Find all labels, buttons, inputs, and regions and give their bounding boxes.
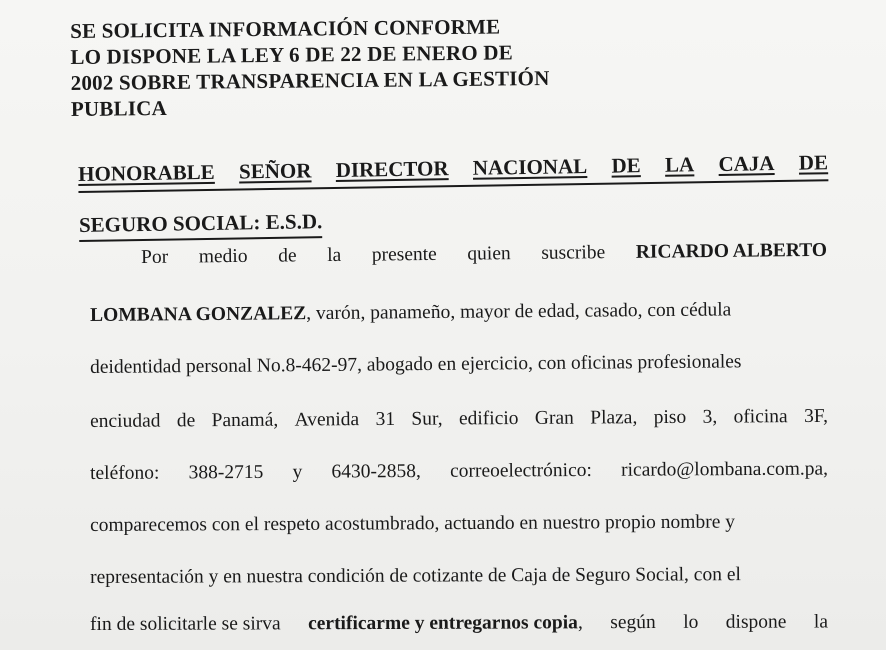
body-word: ricardo@lombana.com.pa, (621, 458, 829, 481)
body-word: , (577, 612, 583, 634)
body-line-1 (141, 240, 827, 269)
body-line-3 (90, 351, 828, 379)
body-word: quien (467, 243, 511, 265)
addressee-word: NACIONAL (472, 154, 588, 180)
body-line-5 (90, 458, 828, 485)
body-word: la (813, 611, 829, 633)
body-word: y (292, 461, 303, 483)
heading-line-1: SE SOLICITA INFORMACIÓN CONFORME (70, 14, 501, 43)
body-word: 31 (375, 408, 396, 431)
body-bold-name: RICARDO ALBERTO (635, 239, 828, 263)
body-word: edificio (458, 408, 519, 430)
body-word: piso (653, 406, 687, 429)
body-text-segment: deidentidad personal No.8-462-97, abogado en ejercicio, con oficinas profesionales (90, 351, 742, 378)
addressee-word: LA (664, 152, 695, 177)
body-text-segment: , varón, panameño, mayor de edad, casado, con cédula (306, 299, 732, 325)
addressee-word: DIRECTOR (335, 156, 449, 182)
body-word: 6430-2858, (331, 460, 421, 483)
body-line-4 (90, 406, 828, 433)
heading-line-2: LO DISPONE LA LEY 6 DE 22 DE ENERO DE (70, 40, 513, 69)
addressee-word: DE (798, 150, 829, 175)
body-word: según (610, 612, 656, 634)
body-word: enciudad (90, 410, 161, 432)
body-text-segment: representación y en nuestra condición de cotizante de Caja de Seguro Social, con el (90, 564, 741, 588)
body-word: 3, (702, 406, 718, 428)
body-word: oficina (733, 406, 788, 428)
addressee-line-2: SEGURO SOCIAL: E.S.D. (79, 209, 323, 242)
body-word: Avenida (294, 409, 360, 431)
body-word: medio (198, 245, 248, 268)
body-bold-name: LOMBANA GONZALEZ (90, 303, 307, 326)
body-text-segment: fin de solicitarle se sirva (90, 613, 281, 635)
body-line-8 (90, 611, 828, 636)
addressee-word: DE (611, 153, 641, 178)
body-line-2 (90, 299, 828, 327)
heading-line-4: PUBLICA (70, 95, 167, 121)
body-word: de (278, 245, 297, 267)
body-bold-phrase: certificarme y entregarnos copia (308, 612, 578, 635)
body-word: Sur, (411, 408, 443, 430)
addressee-word: HONORABLE (78, 159, 215, 186)
body-word: lo (683, 611, 699, 633)
body-line-7 (90, 564, 828, 589)
body-word: 388-2715 (188, 461, 264, 484)
body-word: 3F, (803, 405, 829, 428)
body-line-6 (90, 511, 828, 537)
body-word: Panamá, (211, 409, 279, 432)
body-word: de (176, 410, 196, 432)
body-word: correoelectrónico: (449, 459, 592, 482)
body-word: presente (371, 243, 437, 266)
addressee-word: CAJA (718, 151, 775, 176)
heading-line-3: 2002 SOBRE TRANSPARENCIA EN LA GESTIÓN (70, 65, 550, 95)
body-word: teléfono: (90, 462, 160, 484)
body-word: dispone (725, 611, 787, 633)
addressee-word: SEÑOR (238, 158, 312, 184)
body-text-segment: comparecemos con el respeto acostumbrado, actuando en nuestro propio nombre y (90, 511, 736, 536)
body-word: Plaza, (590, 407, 638, 429)
body-word: Gran (534, 407, 574, 429)
body-word: Por (141, 246, 169, 268)
body-word: la (327, 244, 342, 267)
body-word: suscribe (541, 242, 606, 264)
